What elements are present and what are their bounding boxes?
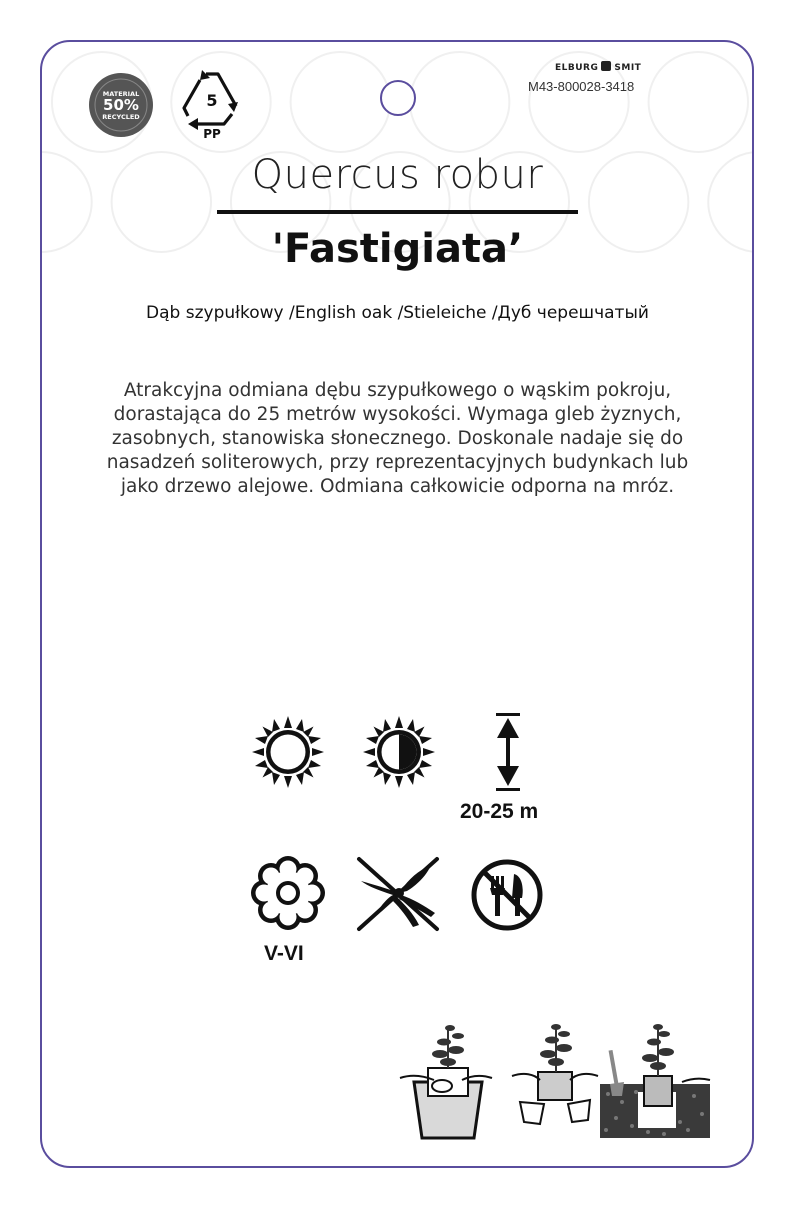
description-line: Atrakcyjna odmiana dębu szypułkowego o wąskim pokroju, [123,380,672,401]
planting-in-soil-icon [598,1022,712,1140]
brand-logo [555,61,641,73]
height-arrow-icon [494,712,522,792]
remove-pot-icon [510,1022,600,1126]
description-line: nasadzeń soliterowych, przy reprezentacyjnych budynkach lub [106,452,689,473]
svg-text:5: 5 [206,91,218,110]
product-code: M43-800028-3418 [528,79,635,94]
description [85,379,710,499]
svg-text:MATERIAL: MATERIAL [102,90,140,98]
pot-in-container-icon [398,1022,494,1140]
common-names: Dąb szypułkowy /English oak /Stieleiche /Дуб черешчатый [146,303,649,323]
latin-name: Quercus robur [251,152,544,198]
hanging-hole [380,80,416,116]
svg-text:RECYCLED: RECYCLED [102,113,140,121]
half-sun-icon [361,714,437,790]
svg-text:50%: 50% [103,96,139,114]
description-line: jako drzewo alejowe. Odmiana całkowicie odporna na mróz. [120,476,675,497]
brand-mark-icon [601,61,611,71]
not-edible-icon [470,858,544,932]
recycled-material-icon [88,72,154,138]
flower-icon [250,855,326,931]
svg-text:PP: PP [203,127,221,140]
description-line: dorastająca do 25 metrów wysokości. Wymaga gleb żyznych, [113,404,682,425]
cultivar-name: 'Fastigiata’ [271,226,524,272]
sun-icon [250,714,326,790]
no-pruning-icon [355,855,441,933]
description-line: zasobnych, stanowiska słonecznego. Doskonale nadaje się do [111,428,684,449]
title-divider [217,210,578,214]
height-label: 20-25 m [460,800,539,823]
brand-name-left: ELBURG [555,63,599,73]
recycle-pp-icon [180,66,246,140]
brand-name-right: SMIT [614,63,642,73]
flowering-label: V-VI [264,942,304,965]
